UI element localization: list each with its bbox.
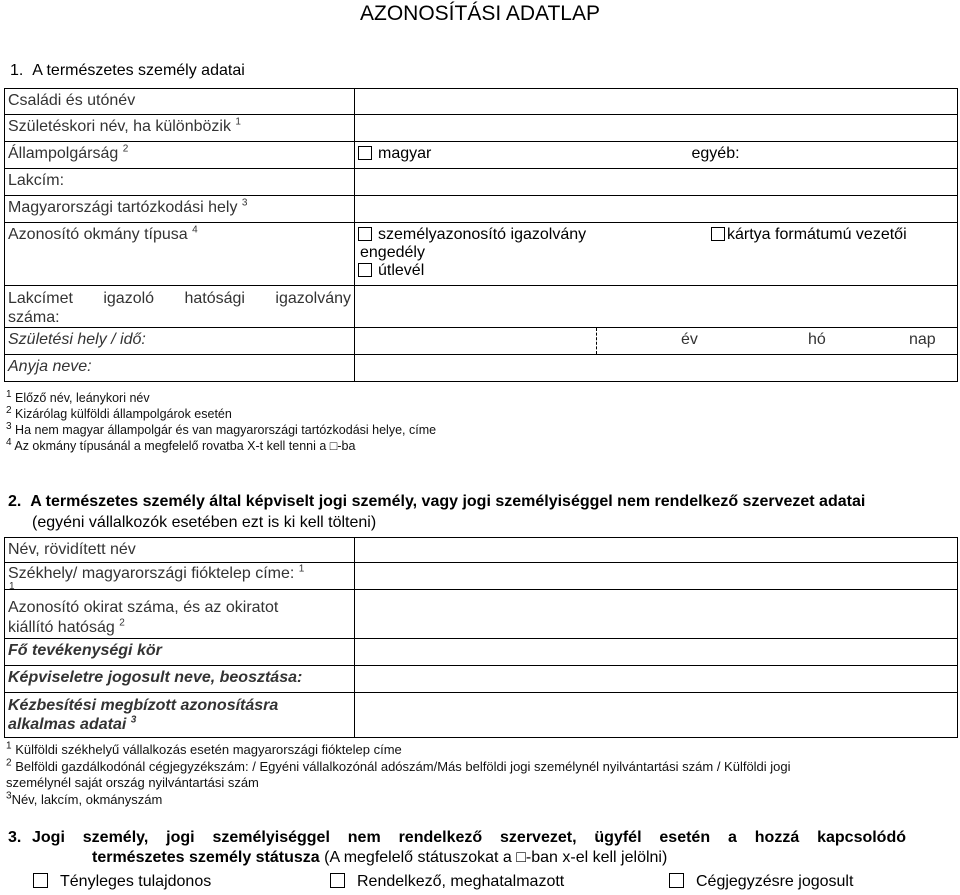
- family-name-label: Családi és utónév: [5, 89, 355, 115]
- hu-residence-label: Magyarországi tartózkodási hely $^3$: [5, 196, 355, 223]
- footnote: személynél saját ország nyilvántartási szám: [6, 775, 259, 790]
- section2-footnotes: [6, 742, 791, 808]
- section2-table: [4, 537, 958, 738]
- footnote: $^1$ Előző név, leánykori név: [6, 388, 150, 405]
- addr-card-label: Lakcímet igazoló hatósági igazolvány száma:: [5, 286, 355, 328]
- section2-heading: 2. A természetes személy által képviselt jogi személy, vagy jogi személyiséggel nem rendelkező szervezet adatai (egyéni vállalkozók esetében ezt is ki kell tölteni): [8, 493, 866, 531]
- footnote: $^4$ Az okmány típusánál a megfelelő rovatba X-t kell tenni a □-ba: [6, 436, 356, 453]
- reg-doc-label: Azonosító okirat száma, és az okiratot kiállító hatóság $^2$: [5, 590, 355, 639]
- doc-type-label: Azonosító okmány típusa $^4$: [5, 223, 355, 286]
- status-disposer: Rendelkező, meghatalmazott: [330, 873, 564, 891]
- citizenship-hu-label: magyar: [378, 145, 432, 162]
- family-name-field[interactable]: [355, 89, 958, 115]
- mother-name-field[interactable]: [355, 355, 958, 382]
- footnote: $^2$ Kizárólag külföldi állampolgárok esetén: [6, 404, 232, 421]
- delivery-agent-label: Kézbesítési megbízott azonosításra alkalmas adatai $^3$: [5, 693, 355, 738]
- address-label: Lakcím:: [5, 169, 355, 196]
- delivery-agent-field[interactable]: [355, 693, 958, 738]
- addr-card-field[interactable]: [355, 286, 958, 328]
- org-name-label: Név, rövidített név: [5, 538, 355, 563]
- reg-doc-field[interactable]: [355, 590, 958, 639]
- org-name-field[interactable]: [355, 538, 958, 563]
- disposer-checkbox[interactable]: [330, 873, 345, 888]
- seat-label: Székhely/ magyarországi fióktelep címe: $^1$ 1: [5, 563, 355, 590]
- citizenship-field: [355, 142, 958, 169]
- doc-id-card-checkbox[interactable]: [358, 227, 372, 241]
- address-field[interactable]: [355, 169, 958, 196]
- status-owner: Tényleges tulajdonos: [33, 873, 211, 891]
- birth-name-label: Születéskori név, ha különbözik $^1$: [5, 115, 355, 142]
- footnote: $^3$Név, lakcím, okmányszám: [6, 790, 163, 807]
- birth-place-field[interactable]: év hó nap: [355, 328, 958, 355]
- footnote: $^2$ Belföldi gazdálkodónál cégjegyzékszám: / Egyéni vállalkozónál adószám/Más belföldi jogi személynél nyilvántartási szám / Külföldi jogi: [6, 757, 791, 774]
- representative-field[interactable]: [355, 666, 958, 693]
- birth-place-label: Születési hely / idő:: [5, 328, 355, 355]
- signatory-checkbox[interactable]: [669, 873, 684, 888]
- activity-label: Fő tevékenységi kör: [5, 639, 355, 666]
- citizenship-hu-checkbox[interactable]: [358, 146, 372, 160]
- page-title: AZONOSÍTÁSI ADATLAP: [359, 2, 600, 25]
- section3-heading: 3. Jogi személy, jogi személyiséggel nem rendelkező szervezet, ügyfél esetén a hozzá kapcsolódó természetes személy státusza (A megfelelő státuszokat a □-ban x-el kell jelölni): [8, 829, 906, 866]
- citizenship-other-label: egyéb:: [691, 145, 740, 162]
- owner-checkbox[interactable]: [33, 873, 48, 888]
- birth-name-field[interactable]: [355, 115, 958, 142]
- section1-footnotes: [6, 390, 436, 454]
- activity-field[interactable]: [355, 639, 958, 666]
- footnote: $^3$ Ha nem magyar állampolgár és van magyarországi tartózkodási helye, címe: [6, 420, 437, 437]
- citizenship-label: Állampolgárság $^2$: [5, 142, 355, 169]
- section1-table: [4, 88, 958, 382]
- mother-name-label: Anyja neve:: [5, 355, 355, 382]
- footnote: $^1$ Külföldi székhelyű vállalkozás esetén magyarországi fióktelep címe: [6, 740, 402, 757]
- doc-passport-checkbox[interactable]: [358, 263, 372, 277]
- status-signatory: Cégjegyzésre jogosult: [669, 873, 853, 891]
- doc-license-checkbox[interactable]: [711, 227, 725, 241]
- section1-heading: 1. A természetes személy adatai: [10, 62, 245, 79]
- doc-type-field: személyazonosító igazolvány kártya formátumú vezetői engedély útlevél: [355, 223, 958, 286]
- representative-label: Képviseletre jogosult neve, beosztása:: [5, 666, 355, 693]
- hu-residence-field[interactable]: [355, 196, 958, 223]
- seat-field[interactable]: [355, 563, 958, 590]
